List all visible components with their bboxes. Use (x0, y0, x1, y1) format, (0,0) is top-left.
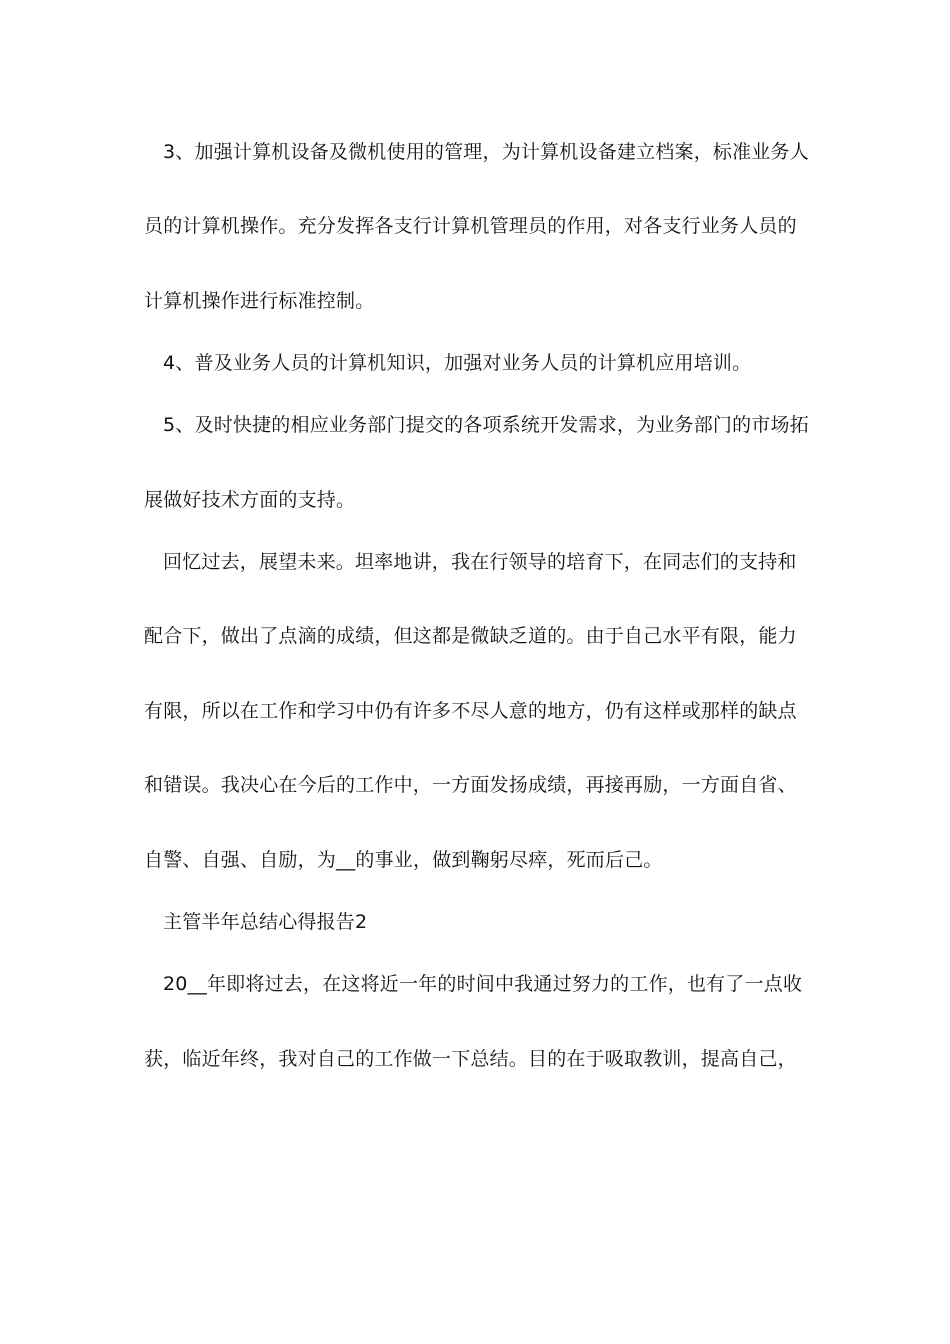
paragraph-item-5-line-2: 展做好技术方面的支持。 (144, 489, 356, 511)
paragraph-item-3-line-2: 员的计算机操作。充分发挥各支行计算机管理员的作用，对各支行业务人员的 (144, 215, 797, 237)
paragraph-item-3-line-3: 计算机操作进行标准控制。 (144, 290, 375, 312)
paragraph-summary-line-2: 获，临近年终，我对自己的工作做一下总结。目的在于吸取教训，提高自己， (144, 1048, 797, 1070)
paragraph-review-line-1: 回忆过去，展望未来。坦率地讲，我在行领导的培育下，在同志们的支持和 (163, 551, 797, 573)
paragraph-item-4: 4、普及业务人员的计算机知识，加强对业务人员的计算机应用培训。 (163, 352, 752, 374)
paragraph-review-line-5: 自警、自强、自励，为__的事业，做到鞠躬尽瘁，死而后己。 (144, 849, 663, 871)
paragraph-review-line-2: 配合下，做出了点滴的成绩，但这都是微缺乏道的。由于自己水平有限，能力 (144, 625, 797, 647)
paragraph-item-5-line-1: 5、及时快捷的相应业务部门提交的各项系统开发需求，为业务部门的市场拓 (163, 414, 809, 436)
paragraph-summary-line-1: 20__年即将过去，在这将近一年的时间中我通过努力的工作，也有了一点收 (163, 973, 803, 995)
paragraph-review-line-4: 和错误。我决心在今后的工作中，一方面发扬成绩，再接再励，一方面自省、 (144, 774, 797, 796)
paragraph-review-line-3: 有限，所以在工作和学习中仍有许多不尽人意的地方，仍有这样或那样的缺点 (144, 700, 797, 722)
paragraph-item-3-line-1: 3、加强计算机设备及微机使用的管理，为计算机设备建立档案，标准业务人 (163, 141, 809, 163)
section-heading: 主管半年总结心得报告2 (163, 911, 368, 933)
